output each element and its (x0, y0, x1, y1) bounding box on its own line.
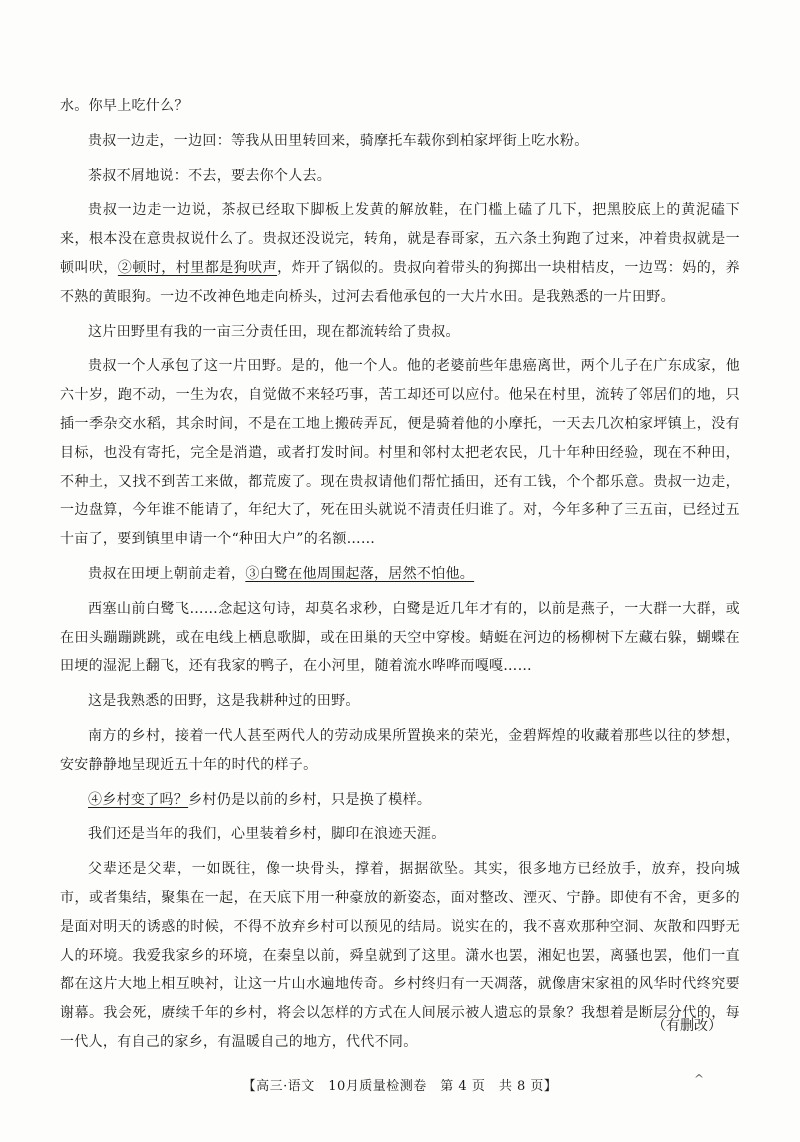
paragraph-5: 这片田野里有我的一亩三分责任田，现在都流转给了贵叔。 (88, 323, 460, 340)
article-body (60, 92, 740, 1063)
paragraph-7-plain: 贵叔在田埂上朝前走着， (88, 565, 246, 582)
paragraph-4-end: 一边不改神色地走向桥头，过河去看他承包的一大片水田。是我熟悉的一片田野。 (160, 288, 675, 305)
paragraph-2: 贵叔一边走，一边回：等我从田里转回来，骑摩托车载你到柏家坪街上吃水粉。 (88, 132, 589, 149)
paragraph-3: 茶叔不屑地说：不去，要去你个人去。 (88, 167, 332, 184)
paragraph-7 (60, 560, 740, 589)
source-note: （有删改） (652, 1018, 722, 1034)
paragraph-4 (60, 196, 740, 311)
paragraph-4-tail: ，炸开了锅似的。贵叔向着带头的狗掷出一块柑桔皮，一边骂：妈的，养不熟的黄眼狗。 (60, 259, 740, 305)
annotation-3-sentence: ③白鹭在他周围起落，居然不怕他。 (245, 565, 475, 582)
footer-caret-icon: ^ (693, 1072, 704, 1086)
paragraph-4-text: 贵叔一边走一边说，茶叔已经取下脚板上发黄的解放鞋，在门槛上磕了几下，把黑胶底上的黄泥磕下来，根本没在意贵叔说什么了。贵叔还没说完，转角，就是春哥家，五六条土狗跑了过来，冲着贵叔就是一顿叫吠， (60, 202, 740, 276)
paragraph-10: 南方的乡村，接着一代人甚至两代人的劳动成果所置换来的荣光，金碧辉煌的收藏着那些以往的梦想，安安静静地呈现近五十年的时代的样子。 (60, 727, 740, 773)
page-footer: 【高三·语文 10月质量检测卷 第 4 页 共 8 页】 (242, 1079, 558, 1094)
paragraph-11 (60, 786, 740, 815)
paragraph-12: 我们还是当年的我们，心里装着乡村，脚印在浪迹天涯。 (88, 826, 446, 843)
paragraph-11-tail: 乡村仍是以前的乡村，只是换了模样。 (188, 791, 432, 808)
annotation-4-sentence: ④乡村变了吗？ (88, 791, 189, 808)
paragraph-8: 西塞山前白鹭飞……念起这句诗，却莫名求秒，白鹭是近几年才有的，以前是燕子，一大群一大群，或在田头蹦蹦跳跳，或在电线上栖息歌脚，或在田巢的天空中穿梭。蜻蜓在河边的杨柳树下左藏右躲，蝴蝶在田埂的湿泥上翻飞，还有我家的鸭子，在小河里，随着流水哗哗而嘎嘎…… (60, 600, 740, 675)
annotation-2-sentence: ②顿时，村里都是狗吠声 (117, 259, 278, 276)
paragraph-1: 水。你早上吃什么？ (60, 98, 189, 114)
paragraph-13: 父辈还是父辈，一如既往，像一块骨头，撑着，据据欲坠。其实，很多地方已经放手，放弃，投向城市，或者集结，聚集在一起，在天底下用一种豪放的新姿态，面对整改、湮灭、宁静。即使有不舍，更多的是面对明天的诱惑的时候，不得不放弃乡村可以预见的结局。说实在的，我不喜欢那种空洞、灰散和四野无人的环境。我爱我家乡的环境，在秦皇以前，舜皇就到了这里。潇水也罢，湘妃也罢，离骚也罢，他们一直都在这片大地上相互映衬，让这一片山水遍地传奇。乡村终归有一天凋落，就像唐宋家祖的风华时代终究要谢幕。我会死，赓续千年的乡村，将会以怎样的方式在人间展示被人遗忘的景象？我想着是断层分代的，每一代人，有自己的家乡，有温暖自己的地方，代代不同。 (60, 861, 740, 1050)
paragraph-6: 贵叔一个人承包了这一片田野。是的，他一个人。他的老婆前些年患癌离世，两个儿子在广东成家，他六十岁，跑不动，一生为农，自觉做不来轻巧事，苦工却还可以应付。他呆在村里，流转了邻居们的地，只插一季杂交水稻，其余时间，不是在工地上搬砖弄瓦，便是骑着他的小摩托，一天去几次柏家坪镇上，没有目标，也没有寄托，完全是消遣，或者打发时间。村里和邻村太把老农民，几十年种田经验，现在不种田，不种土，又找不到苦工来做，都荒废了。现在贵叔请他们帮忙插田，还有工钱，个个都乐意。贵叔一边走，一边盘算，今年谁不能请了，年纪大了，死在田头就说不清责任归谁了。对，今年多种了三五亩，已经过五十亩了，要到镇里申请一个“种田大户”的名额…… (60, 358, 740, 548)
paragraph-9: 这是我熟悉的田野，这是我耕种过的田野。 (88, 693, 360, 710)
